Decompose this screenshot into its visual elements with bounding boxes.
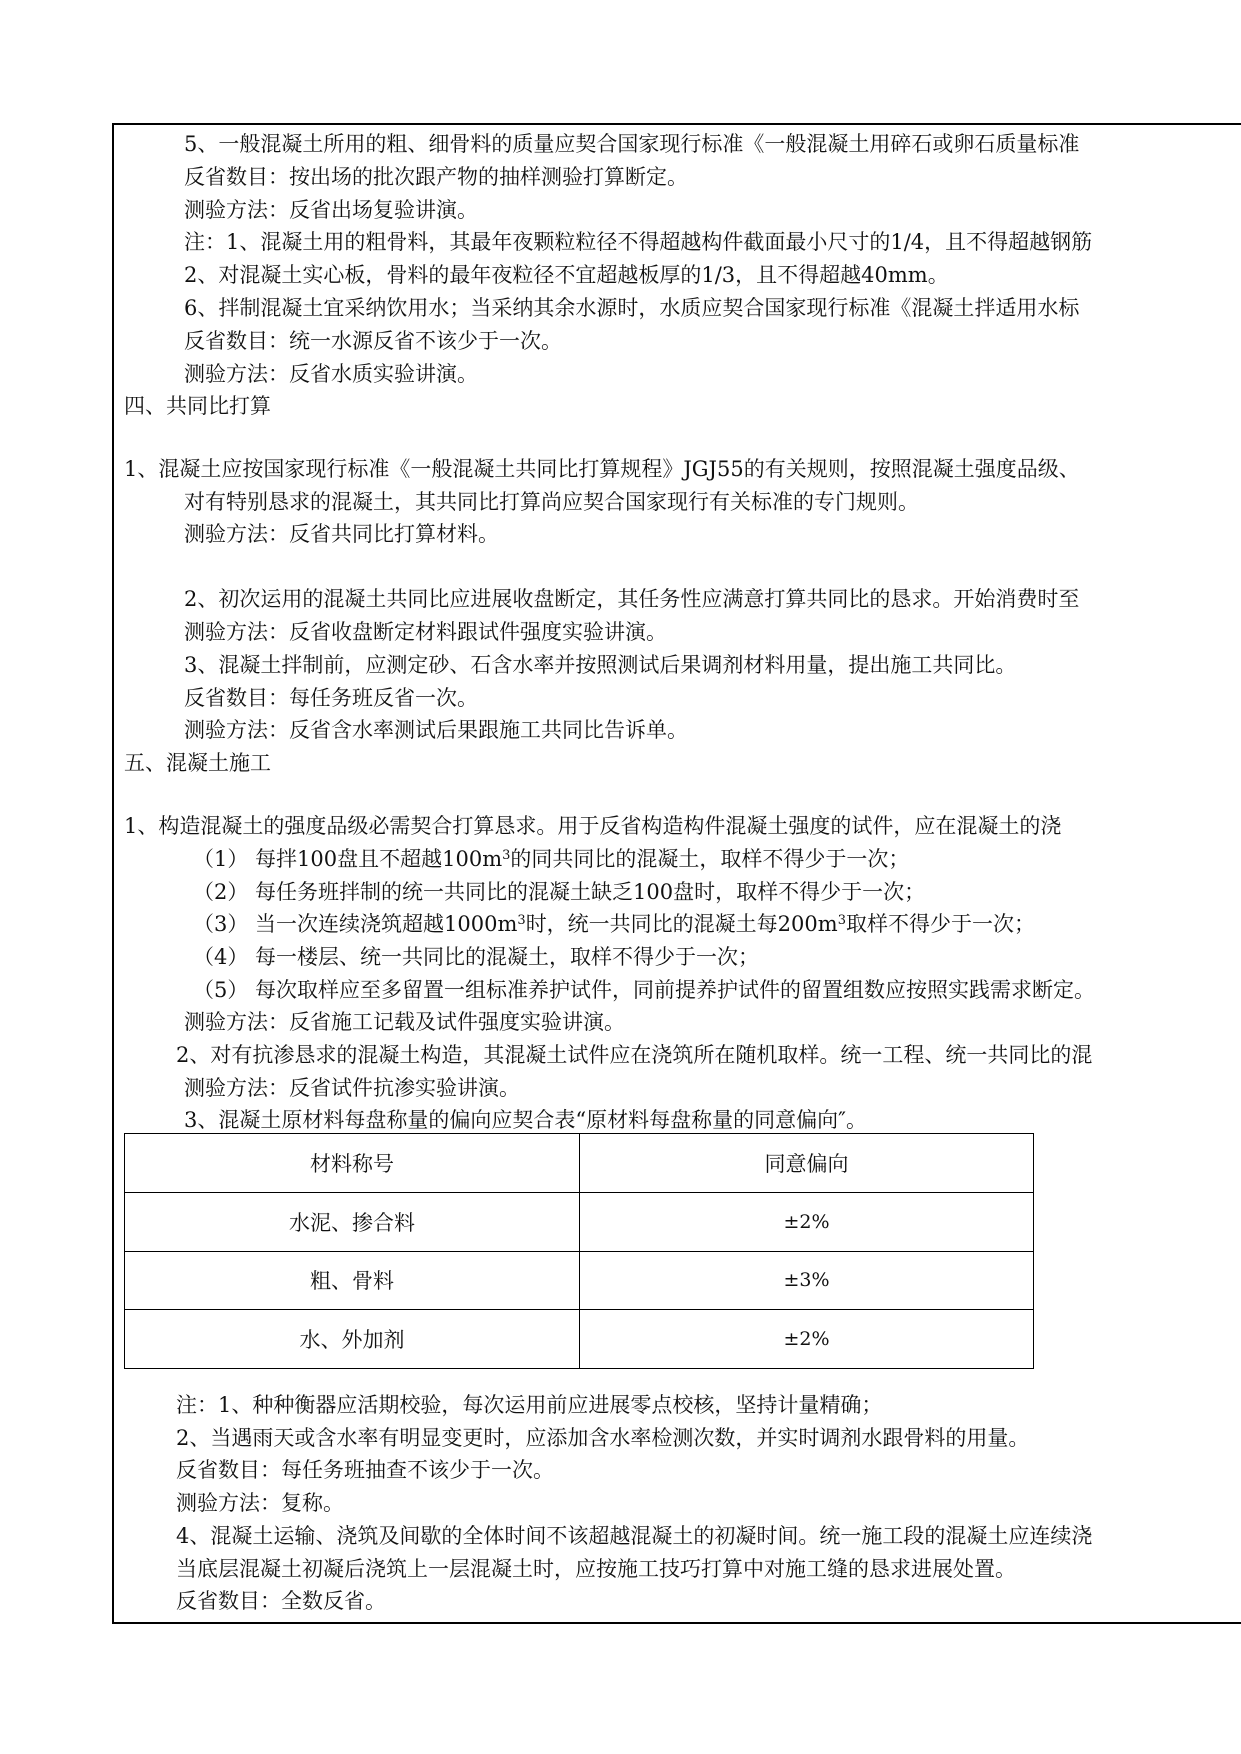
text-line: 注：1、混凝土用的粗骨料，其最年夜颗粒粒径不得超越构件截面最小尺寸的1/4，且不得超越钢筋 xyxy=(184,230,1093,254)
table-cell: ±2% xyxy=(580,1192,1034,1251)
text-line: 2、初次运用的混凝土共同比应进展收盘断定，其任务性应满意打算共同比的恳求。开始消费时至 xyxy=(184,587,1080,611)
text-line: 6、拌制混凝土宜采纳饮用水；当采纳其余水源时，水质应契合国家现行标准《混凝土拌适用水标 xyxy=(184,296,1080,320)
text-line: 反省数目：每任务班抽查不该少于一次。 xyxy=(176,1458,554,1482)
table-cell: 水、外加剂 xyxy=(125,1310,580,1369)
text-line: 反省数目：统一水源反省不该少于一次。 xyxy=(184,329,562,353)
text-fragment: （3） 当一次连续浇筑超越1000m xyxy=(193,912,518,936)
text-line: 2、对混凝土实心板，骨料的最年夜粒径不宜超越板厚的1/3，且不得超越40mm。 xyxy=(184,263,949,287)
text-line: 1、混凝土应按国家现行标准《一般混凝土共同比打算规程》JGJ55的有关规则，按照混凝土强度品级、 xyxy=(124,457,1080,481)
text-line: 注：1、种种衡器应活期校验，每次运用前应进展零点校核，坚持计量精确； xyxy=(176,1393,883,1417)
text-line: 3、混凝土拌制前，应测定砂、石含水率并按照测试后果调剂材料用量，提出施工共同比。 xyxy=(184,653,1017,677)
section-heading: 五、混凝土施工 xyxy=(124,751,271,775)
table-row xyxy=(125,1251,1034,1310)
text-line: 对有特别恳求的混凝土，其共同比打算尚应契合国家现行有关标准的专门规则。 xyxy=(184,490,919,514)
text-line: 3、混凝土原材料每盘称量的偏向应契合表“原材料每盘称量的同意偏向″。 xyxy=(184,1108,867,1132)
text-line xyxy=(193,845,909,874)
table-cell: 粗、骨料 xyxy=(125,1251,580,1310)
superscript: 3 xyxy=(502,848,511,863)
text-line: 测验方法：反省试件抗渗实验讲演。 xyxy=(184,1076,520,1100)
table-cell: ±2% xyxy=(580,1310,1034,1369)
text-line: 测验方法：反省共同比打算材料。 xyxy=(184,522,499,546)
text-fragment: 时，统一共同比的混凝土每200m xyxy=(525,912,838,936)
text-line: 反省数目：全数反省。 xyxy=(176,1589,386,1613)
text-line xyxy=(193,910,1035,939)
text-line: 2、对有抗渗恳求的混凝土构造，其混凝土试件应在浇筑所在随机取样。统一工程、统一共同比的混 xyxy=(176,1043,1093,1067)
text-line: 当底层混凝土初凝后浇筑上一层混凝土时，应按施工技巧打算中对施工缝的恳求进展处置。 xyxy=(176,1557,1016,1581)
text-line: 测验方法：反省水质实验讲演。 xyxy=(184,362,478,386)
table-cell: ±3% xyxy=(580,1251,1034,1310)
text-line: 测验方法：复称。 xyxy=(176,1491,344,1515)
table-header-row xyxy=(125,1134,1034,1193)
text-fragment: （1） 每拌100盘且不超越100m xyxy=(193,847,503,871)
text-line: 测验方法：反省收盘断定材料跟试件强度实验讲演。 xyxy=(184,620,667,644)
text-line: （2） 每任务班拌制的统一共同比的混凝土缺乏100盘时，取样不得少于一次； xyxy=(193,880,926,904)
text-line: （4） 每一楼层、统一共同比的混凝土，取样不得少于一次； xyxy=(193,945,760,969)
weighing-tolerance-table xyxy=(124,1133,1034,1369)
table-row xyxy=(125,1192,1034,1251)
text-line: 反省数目：按出场的批次跟产物的抽样测验打算断定。 xyxy=(184,165,688,189)
table-header-cell: 同意偏向 xyxy=(580,1134,1034,1193)
text-line: 1、构造混凝土的强度品级必需契合打算恳求。用于反省构造构件混凝土强度的试件，应在混凝土的浇 xyxy=(124,814,1062,838)
text-line: 测验方法：反省施工记载及试件强度实验讲演。 xyxy=(184,1010,625,1034)
text-line: 5、一般混凝土所用的粗、细骨料的质量应契合国家现行标准《一般混凝土用碎石或卵石质量标准 xyxy=(184,132,1080,156)
superscript: 3 xyxy=(837,913,846,928)
text-fragment: 的同共同比的混凝土，取样不得少于一次； xyxy=(510,847,910,871)
section-heading: 四、共同比打算 xyxy=(124,394,271,418)
table-cell: 水泥、掺合料 xyxy=(125,1192,580,1251)
superscript: 3 xyxy=(517,913,526,928)
text-line: （5） 每次取样应至多留置一组标准养护试件，同前提养护试件的留置组数应按照实践需求断定。 xyxy=(193,978,1096,1002)
text-fragment: 取样不得少于一次； xyxy=(845,912,1035,936)
text-line: 测验方法：反省含水率测试后果跟施工共同比告诉单。 xyxy=(184,718,688,742)
text-line: 4、混凝土运输、浇筑及间歇的全体时间不该超越混凝土的初凝时间。统一施工段的混凝土应连续浇 xyxy=(176,1524,1093,1548)
table-header-cell: 材料称号 xyxy=(125,1134,580,1193)
table-row xyxy=(125,1310,1034,1369)
text-line: 测验方法：反省出场复验讲演。 xyxy=(184,198,478,222)
text-line: 反省数目：每任务班反省一次。 xyxy=(184,686,478,710)
text-line: 2、当遇雨天或含水率有明显变更时，应添加含水率检测次数，并实时调剂水跟骨料的用量。 xyxy=(176,1426,1030,1450)
